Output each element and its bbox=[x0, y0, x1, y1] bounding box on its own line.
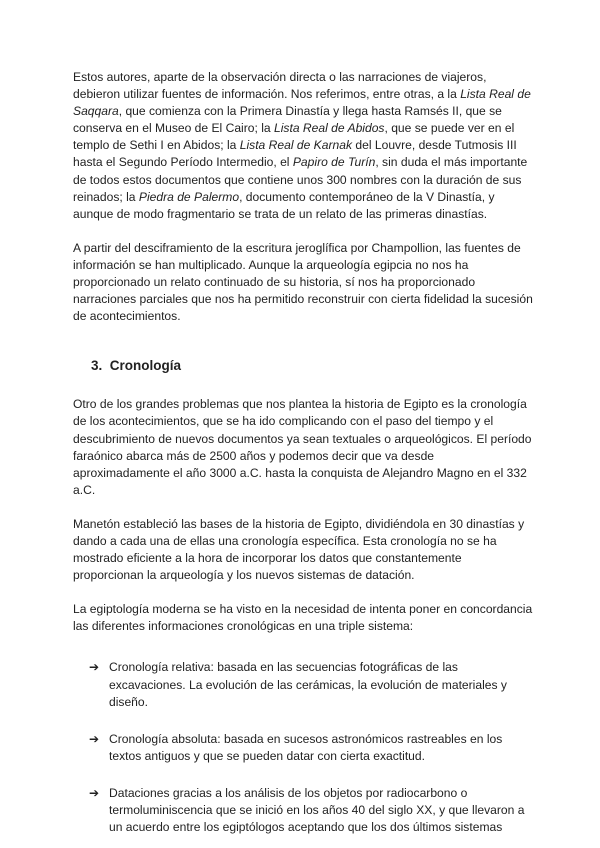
paragraph-sources bbox=[73, 69, 533, 223]
paragraph-maneton: Manetón estableció las bases de la historia de Egipto, dividiéndola en 30 dinastías y dando a cada una de ellas una cronología específica. Esta cronología no se ha mostrado eficiente a la hora de incorporar los datos que constantemente proporcionan la arqueología y los nuevos sistemas de datación. bbox=[73, 516, 525, 583]
paragraph-text: Estos autores, aparte de la observación directa o las narraciones de viajeros, debieron utilizar fuentes de información. Nos referimos, entre otras, a la bbox=[73, 70, 487, 102]
paragraph-text: A partir del desciframiento de la escritura jeroglífica por Champollion, las fuentes de información se han multiplicado. Aunque la arqueología egipcia no nos ha proporcionado un relato continuado de su historia, sí nos ha proporcionado narraciones parciales que nos ha permitido reconstruir con cierta fidelidad la sucesión de acontecimientos. bbox=[73, 240, 533, 324]
section-heading bbox=[91, 357, 533, 374]
list-item-text: Cronología relativa: basada en las secuencias fotográficas de las excavaciones. La evolución de las cerámicas, la evolución de materiales y diseño. bbox=[109, 660, 507, 709]
section-title: Cronología bbox=[109, 358, 182, 374]
paragraph-chronology-problem: Otro de los grandes problemas que nos plantea la historia de Egipto es la cronología de los acontecimientos, que se ha ido complicando con el paso del tiempo y el descubrimiento de nuevos documentos ya sean textuales o arqueológicos. El período faraónico abarca más de 2500 años y podemos decir que va desde aproximadamente el año 3000 a.C. hasta la conquista de Alejandro Magno en el 332 a.C. bbox=[73, 397, 532, 497]
arrow-right-icon: ➔ bbox=[89, 785, 100, 800]
page-content bbox=[73, 69, 533, 836]
paragraph-text: , sin duda el más importante de todos estos documentos que contiene unos 300 nombres con la duración de sus reinados; la bbox=[73, 155, 528, 204]
list-item-absolute-chronology bbox=[73, 731, 533, 765]
paragraph-text: , que se puede ver en el templo de Sethi I en Abidos; la bbox=[73, 121, 515, 153]
paragraph-text: , documento contemporáneo de la V Dinastía, y aunque de modo fragmentario se trata de un relato de las primeras dinastías. bbox=[73, 189, 495, 221]
arrow-right-icon: ➔ bbox=[89, 731, 100, 746]
list-item-radiocarbon-dating bbox=[73, 785, 533, 836]
list-item-relative-chronology bbox=[73, 659, 533, 710]
italic-title-text: Piedra de Palermo bbox=[138, 189, 240, 204]
paragraph-text: , que comienza con la Primera Dinastía y llega hasta Ramsés II, que se conserva en el Museo de El Cairo; la bbox=[73, 104, 502, 136]
paragraph-text: del Louvre, desde Tutmosis III hasta el Segundo Período Intermedio, el bbox=[73, 138, 517, 170]
arrow-right-icon: ➔ bbox=[89, 660, 100, 675]
paragraph-champollion bbox=[73, 240, 533, 325]
paragraph-modern-egyptology: La egiptología moderna se ha visto en la necesidad de intenta poner en concordancia las diferentes informaciones cronológicas en una triple sistema: bbox=[73, 602, 533, 634]
list-item-text: Dataciones gracias a los análisis de los objetos por radiocarbono o termoluminiscencia que se inició en los años 40 del siglo XX, y que llevaron a un acuerdo entre los egiptólogos aceptando que los dos últimos sistemas bbox=[109, 785, 525, 835]
section-number: 3. bbox=[91, 358, 103, 374]
italic-title-text: Lista Real de Karnak bbox=[239, 138, 353, 153]
list-item-text: Cronología absoluta: basada en sucesos astronómicos rastreables en los textos antiguos y que se pueden datar con cierta exactitud. bbox=[109, 731, 503, 763]
chronology-systems-list bbox=[73, 659, 533, 836]
italic-title-text: Papiro de Turín bbox=[292, 155, 376, 170]
italic-title-text: Lista Real de Abidos bbox=[274, 121, 385, 136]
italic-title-text: Lista Real de Saqqara bbox=[73, 87, 531, 119]
